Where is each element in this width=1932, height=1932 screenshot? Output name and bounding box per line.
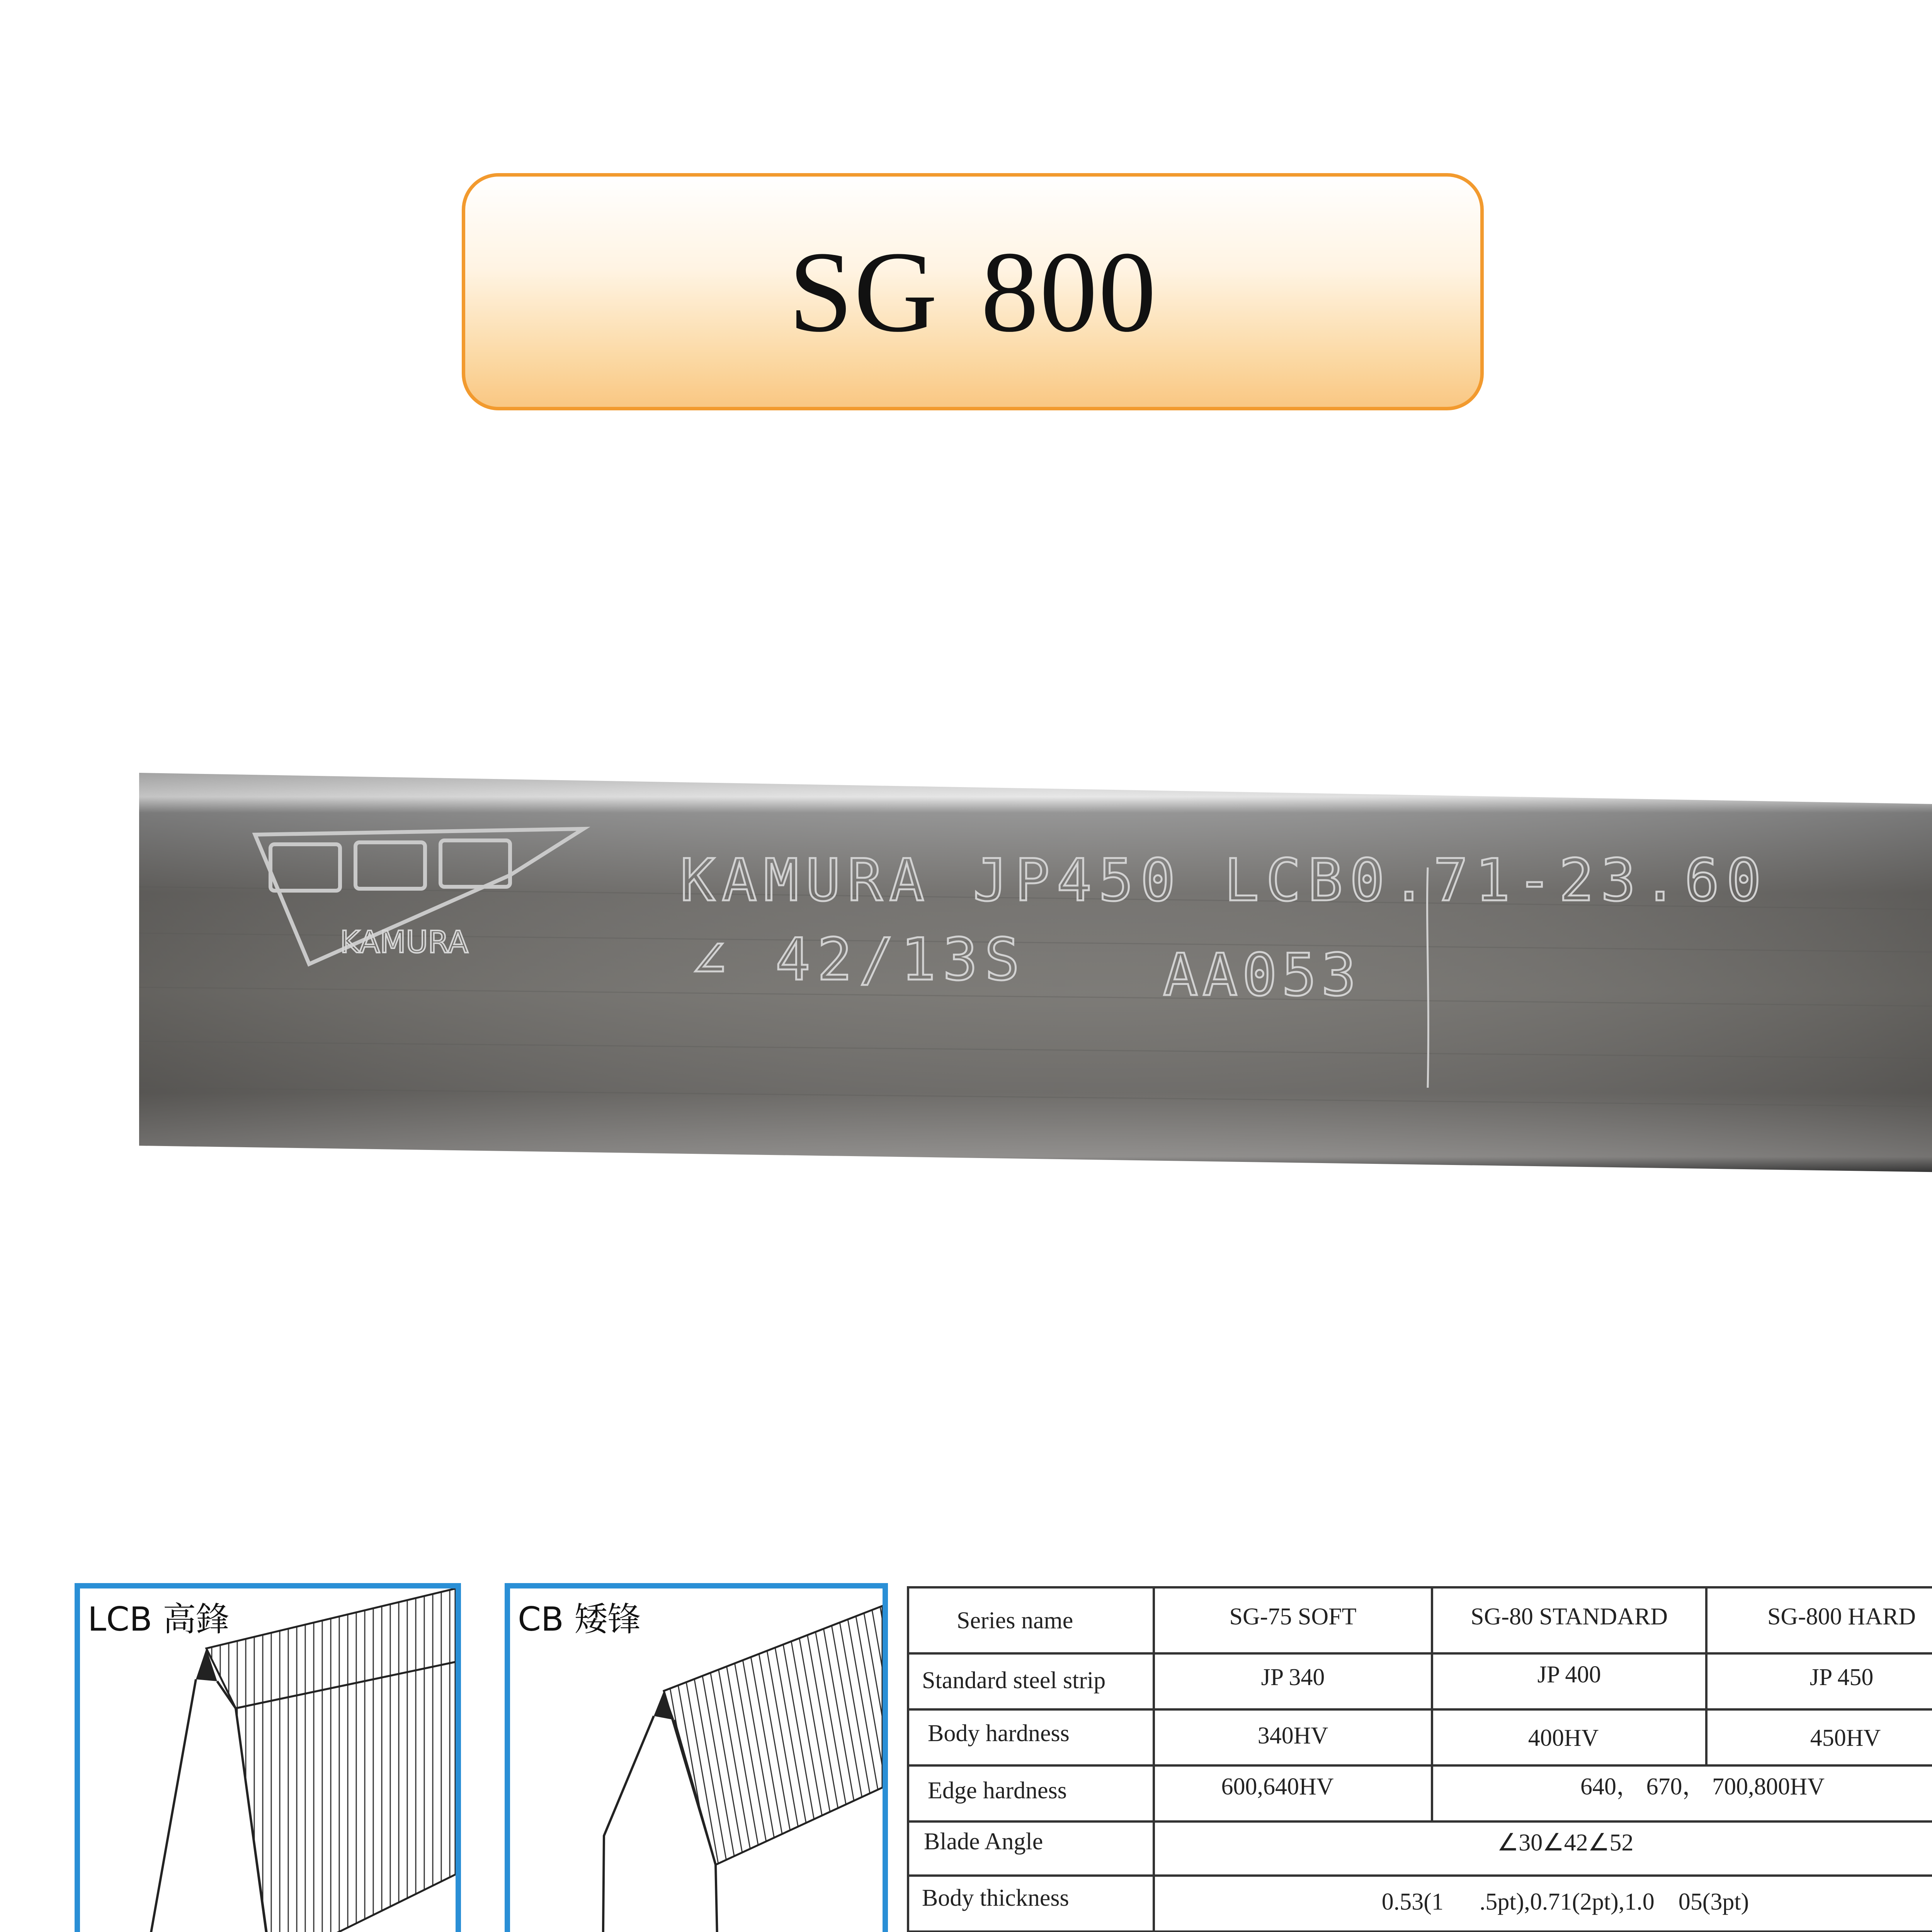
cell-series-soft: SG-75 SOFT	[1229, 1604, 1357, 1630]
engraving-line-2: ∠ 42/13S	[692, 926, 1027, 993]
row-label-body-hardness: Body hardness	[928, 1720, 1070, 1747]
cb-blade-drawing	[510, 1588, 883, 1932]
row-label-blade-angle: Blade Angle	[924, 1828, 1043, 1855]
page-title	[789, 225, 1157, 359]
row-label-steel: Standard steel strip	[922, 1667, 1106, 1694]
cell-edge-hardness-soft: 600,640HV	[1221, 1774, 1334, 1800]
cb-profile-diagram	[505, 1583, 888, 1932]
model-name: SG	[788, 227, 939, 356]
cell-edge-hardness-standard-hard: 640， 670， 700,800HV	[1580, 1774, 1825, 1800]
lcb-blade-drawing	[80, 1588, 456, 1932]
engraving-line-1: KAMURA JP450 LCB0.71-23.60	[680, 847, 1768, 914]
blade-photo	[139, 771, 1932, 1173]
spec-table	[906, 1586, 1932, 1932]
cb-label: CB 矮锋	[518, 1600, 641, 1639]
cell-blade-angle: ∠30∠42∠52	[1497, 1830, 1634, 1856]
model-number: 800	[981, 227, 1157, 356]
cell-steel-standard: JP 400	[1537, 1662, 1601, 1688]
cell-body-hardness-hard: 450HV	[1810, 1725, 1881, 1751]
title-banner	[462, 173, 1484, 410]
cell-body-hardness-soft: 340HV	[1257, 1723, 1328, 1749]
lcb-label: LCB 高鋒	[88, 1600, 230, 1639]
cell-series-standard: SG-80 STANDARD	[1470, 1604, 1668, 1630]
row-label-series: Series name	[957, 1607, 1073, 1634]
cell-steel-hard: JP 450	[1810, 1664, 1874, 1690]
cell-series-hard: SG-800 HARD	[1767, 1604, 1916, 1630]
cell-body-thickness: 0.53(1 .5pt),0.71(2pt),1.0 05(3pt)	[1381, 1889, 1749, 1915]
cell-steel-soft: JP 340	[1261, 1664, 1325, 1690]
row-label-edge-hardness: Edge hardness	[928, 1777, 1067, 1804]
logo-brand-text: KAMURA	[340, 925, 468, 960]
row-label-body-thickness: Body thickness	[922, 1885, 1069, 1911]
engraving-code: AA053	[1163, 942, 1361, 1009]
lcb-profile-diagram	[75, 1583, 461, 1932]
cell-body-hardness-standard: 400HV	[1528, 1725, 1599, 1751]
